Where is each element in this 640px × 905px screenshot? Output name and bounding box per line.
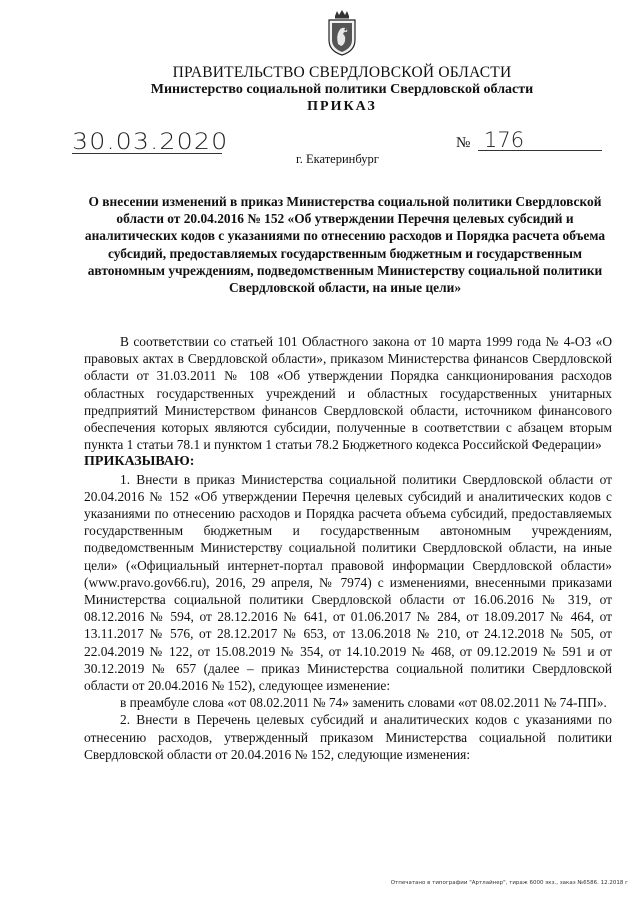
- number-label: №: [456, 135, 471, 151]
- city: г. Екатеринбург: [296, 152, 379, 166]
- date-underline: [72, 153, 222, 154]
- intro-paragraph: В соответствии со статьей 101 Областного закона от 10 марта 1999 года № 4-ОЗ «О правовых актах в Свердловской области», приказом Министерства финансов Свердловской области от 31.03.2011 № 108 «Об утверждении Порядка санкционирования расходов областных государственных учреждений и областных государственных унитарных предприятий Министерством финансов Свердловской области, источником финансового обеспечения которых являются субсидии, полученные в соответствии с абзацем вторым пункта 1 статьи 78.1 и пунктом 1 статьи 78.2 Бюджетного кодекса Российской Федерации»: [84, 334, 612, 453]
- coat-of-arms-icon: [326, 10, 358, 56]
- item-1-sub-paragraph: в преамбуле слова «от 08.02.2011 № 74» заменить словами «от 08.02.2011 № 74-ПП».: [120, 695, 607, 711]
- document-title: О внесении изменений в приказ Министерства социальной политики Свердловской области от 20.04.2016 № 152 «Об утверждении Перечня целевых субсидий и аналитических кодов с указаниями по отнесению расходов и Порядка расчета объема субсидий, предоставляемых государственным бюджетным и государственным автономным учреждениям, подведомственным Министерству социальной политики Свердловской области, на иные цели»: [84, 194, 606, 296]
- item-2-paragraph: 2. Внести в Перечень целевых субсидий и аналитических кодов с указаниями по отнесению расходов, утвержденный приказом Министерства социальной политики Свердловской области от 20.04.2016 № 152, следующие изменения:: [84, 712, 612, 762]
- document-body: [84, 333, 612, 763]
- order-word: ПРИКАЗЫВАЮ:: [84, 454, 195, 470]
- document-type: ПРИКАЗ: [307, 99, 377, 114]
- ministry-name: Министерство социальной политики Свердловской области: [150, 82, 534, 97]
- item-1-paragraph: 1. Внести в приказ Министерства социальной политики Свердловской области от 20.04.2016 № 152 «Об утверждении Перечня целевых субсидий и аналитических кодов с указаниями по отнесению расходов и Порядка расчета объема субсидий, предоставляемых государственным бюджетным и государственным автономным учреждениям, подведомственным Министерству социальной политики Свердловской области, на иные цели» («Официальный интернет-портал правовой информации Свердловской области» (www.pravo.gov66.ru), 2016, 29 апреля, № 7974) с изменениями, внесенными приказами Министерства социальной политики Свердловской области от 16.06.2016 № 319, от 08.12.2016 № 594, от 28.12.2016 № 641, от 01.06.2017 № 284, от 18.09.2017 № 464, от 13.11.2017 № 576, от 28.12.2017 № 653, от 13.06.2018 № 210, от 24.12.2018 № 505, от 22.04.2019 № 122, от 15.08.2019 № 354, от 14.10.2019 № 468, от 09.12.2019 № 591 и от 30.12.2019 № 657 (далее – приказ Министерства социальной политики Свердловской области от 20.04.2016 № 152), следующее изменение:: [84, 471, 612, 694]
- number-underline: [478, 150, 602, 151]
- print-footer: Отпечатано в типографии "Артлайнер", тираж 6000 экз., заказ №6586. 12.2018 г: [390, 880, 628, 886]
- government-name: ПРАВИТЕЛЬСТВО СВЕРДЛОВСКОЙ ОБЛАСТИ: [172, 64, 512, 81]
- order-date: 30.03.2020: [72, 130, 229, 155]
- order-number: 176: [484, 128, 525, 152]
